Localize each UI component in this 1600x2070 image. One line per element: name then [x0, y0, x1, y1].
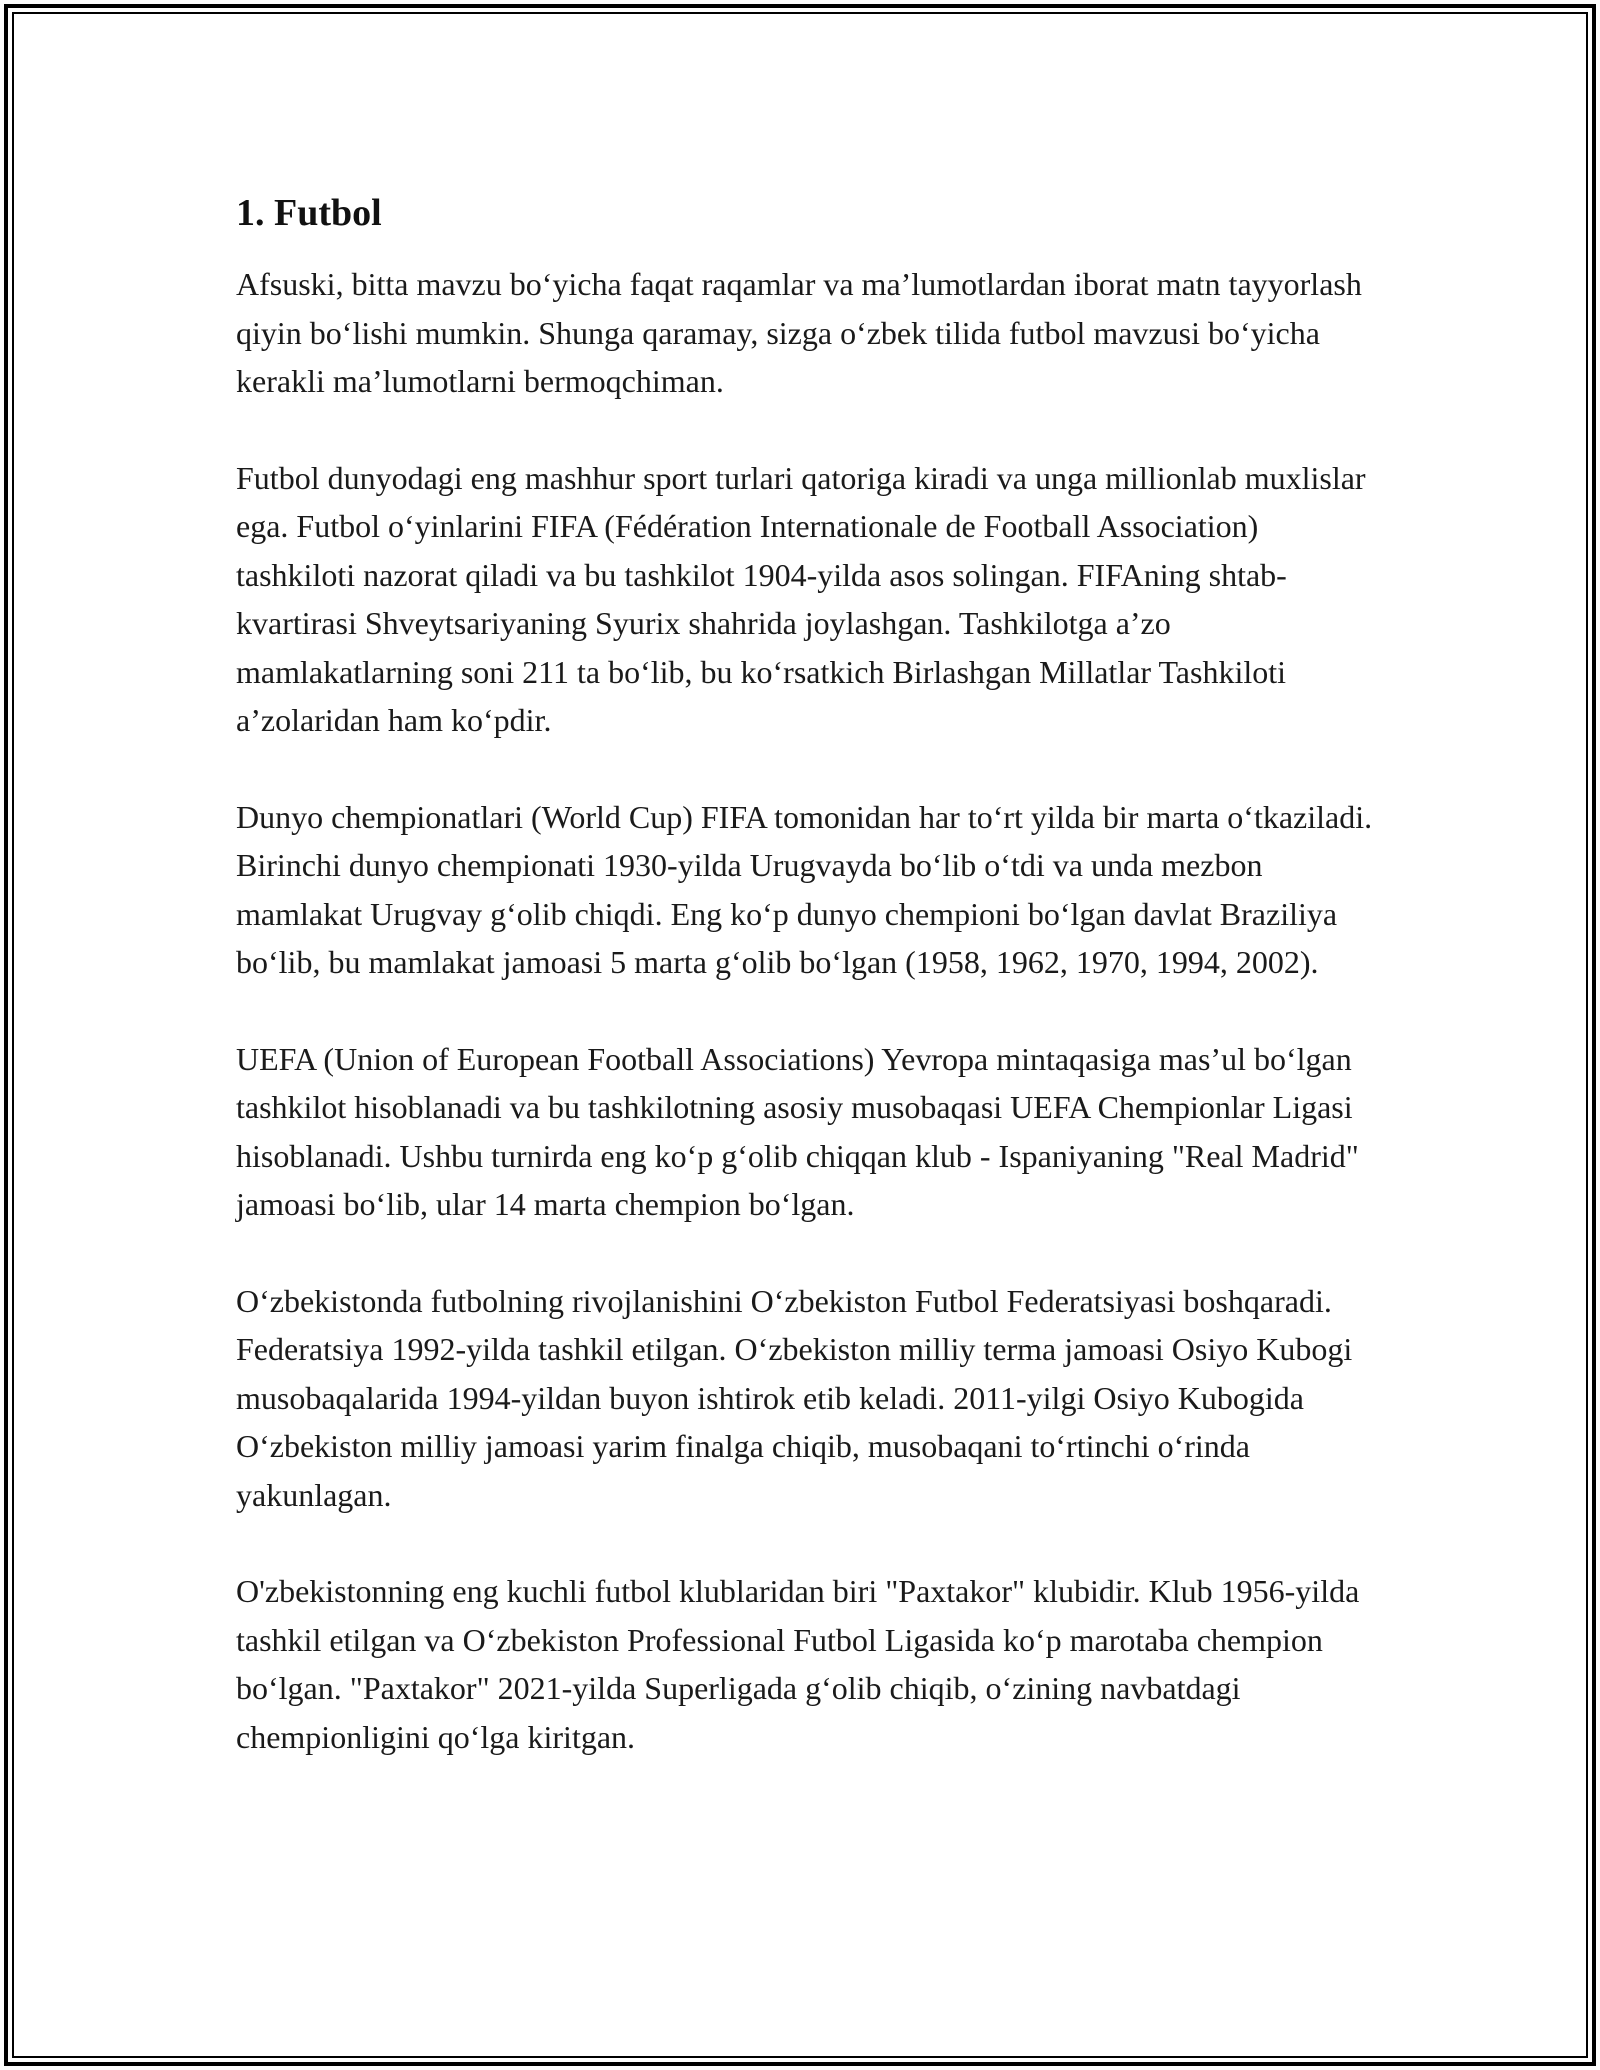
- paragraph-uzbekistan-federation: O‘zbekistonda futbolning rivojlanishini O‘zbekiston Futbol Federatsiyasi boshqaradi. Federatsiya 1992-yilda tashkil etilgan. O‘zbekiston milliy terma jamoasi Osiyo Kubogi musobaqalarida 1994-yildan buyon ishtirok etib keladi. 2011-yilgi Osiyo Kubogida O‘zbekiston milliy jamoasi yarim finalga chiqib, musobaqani to‘rtinchi o‘rinda yakunlagan.: [236, 1282, 1353, 1513]
- paragraph-uefa: UEFA (Union of European Football Associations) Yevropa mintaqasiga mas’ul bo‘lgan tashkilot hisoblanadi va bu tashkilotning asosiy musobaqasi UEFA Chempionlar Ligasi hisoblanadi. Ushbu turnirda eng ko‘p g‘olib chiqqan klub - Ispaniyaning "Real Madrid" jamoasi bo‘lib, ular 14 marta chempion bo‘lgan.: [236, 1040, 1359, 1222]
- paragraph-paxtakor: O'zbekistonning eng kuchli futbol klublaridan biri "Paxtakor" klubidir. Klub 1956-yilda tashkil etilgan va O‘zbekiston Professional Futbol Ligasida ko‘p marotaba chempion bo‘lgan. "Paxtakor" 2021-yilda Superligada g‘olib chiqib, o‘zining navbatdagi chempionligini qo‘lga kiritgan.: [236, 1573, 1360, 1755]
- section-heading: 1. Futbol: [236, 192, 382, 234]
- paragraph-intro: Afsuski, bitta mavzu bo‘yicha faqat raqamlar va ma’lumotlardan iborat matn tayyorlash qiyin bo‘lishi mumkin. Shunga qaramay, sizga o‘zbek tilida futbol mavzusi bo‘yicha kerakli ma’lumotlarni bermoqchiman.: [236, 266, 1362, 399]
- paragraph-world-cup: Dunyo chempionatlari (World Cup) FIFA tomonidan har to‘rt yilda bir marta o‘tkaziladi. Birinchi dunyo chempionati 1930-yilda Urugvayda bo‘lib o‘tdi va unda mezbon mamlakat Urugvay g‘olib chiqdi. Eng ko‘p dunyo chempioni bo‘lgan davlat Braziliya bo‘lib, bu mamlakat jamoasi 5 marta g‘olib bo‘lgan (1958, 1962, 1970, 1994, 2002).: [236, 798, 1373, 980]
- document-body: [236, 186, 1376, 1809]
- paragraph-fifa: Futbol dunyodagi eng mashhur sport turlari qatoriga kiradi va unga millionlab muxlislar ega. Futbol o‘yinlarini FIFA (Fédération Internationale de Football Association) tashkiloti nazorat qiladi va bu tashkilot 1904-yilda asos solingan. FIFAning shtab-kvartirasi Shveytsariyaning Syurix shahrida joylashgan. Tashkilotga a’zo mamlakatlarning soni 211 ta bo‘lib, bu ko‘rsatkich Birlashgan Millatlar Tashkiloti a’zolaridan ham ko‘pdir.: [236, 459, 1366, 738]
